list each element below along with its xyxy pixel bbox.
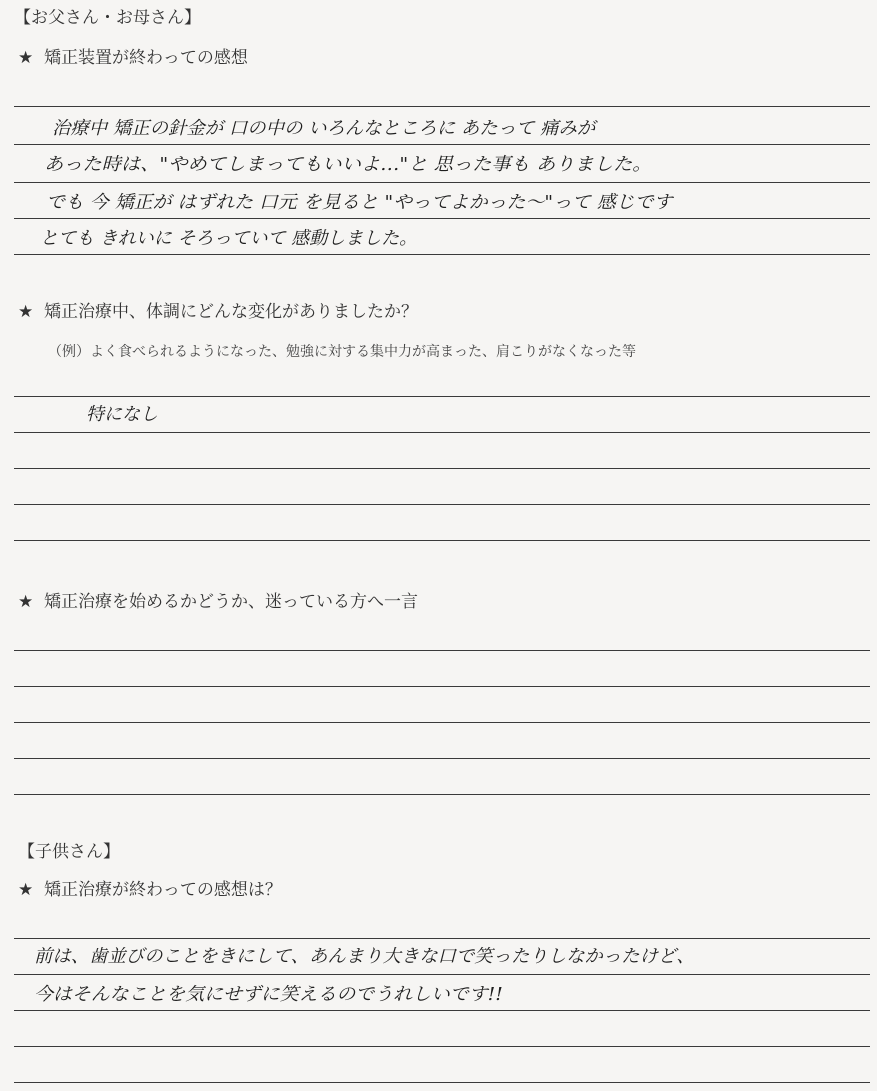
child-section-header: 【子供さん】 — [18, 842, 120, 862]
answer-rule — [14, 144, 870, 145]
answer-rule — [14, 938, 870, 939]
parents-section-header: 【お父さん・お母さん】 — [14, 8, 201, 28]
handwritten-answer-line: とても きれいに そろっていて 感動しました。 — [40, 228, 418, 249]
handwritten-answer-line: でも 今 矯正が はずれた 口元 を見ると "やってよかった〜"って 感じです — [46, 192, 673, 213]
question-2-example: （例）よく食べられるようになった、勉強に対する集中力が高まった、肩こりがなくなった等 — [48, 344, 636, 360]
answer-rule — [14, 182, 870, 183]
answer-rule — [14, 974, 870, 975]
question-3-text: 矯正治療を始めるかどうか、迷っている方へ一言 — [44, 592, 418, 612]
answer-rule — [14, 650, 870, 651]
question-2 — [18, 302, 418, 322]
answer-rule — [14, 504, 870, 505]
answer-rule — [14, 1046, 870, 1047]
star-icon: ★ — [18, 48, 34, 68]
question-2-text: 矯正治療中、体調にどんな変化がありましたか？ — [44, 302, 418, 322]
answer-rule — [14, 432, 870, 433]
star-icon: ★ — [18, 302, 34, 322]
star-icon: ★ — [18, 880, 34, 900]
handwritten-answer-line: 治療中 矯正の針金が 口の中の いろんなところに あたって 痛みが — [52, 118, 596, 139]
answer-rule — [14, 468, 870, 469]
question-4-text: 矯正治療が終わっての感想は？ — [44, 880, 282, 900]
handwritten-answer-line: あった時は、"やめてしまってもいいよ…"と 思った事も ありました。 — [44, 154, 652, 175]
question-1-text: 矯正装置が終わっての感想 — [44, 48, 248, 68]
answer-rule — [14, 1082, 870, 1083]
handwritten-answer-line: 今はそんなことを気にせずに笑えるのでうれしいです!! — [34, 984, 503, 1005]
answer-rule — [14, 106, 870, 107]
answer-rule — [14, 722, 870, 723]
handwritten-answer-line: 前は、歯並びのことをきにして、あんまり大きな口で笑ったりしなかったけど、 — [34, 946, 695, 967]
question-3 — [18, 592, 418, 612]
answer-rule — [14, 758, 870, 759]
answer-rule — [14, 254, 870, 255]
answer-rule — [14, 686, 870, 687]
handwritten-answer-line: 特になし — [86, 404, 158, 425]
answer-rule — [14, 218, 870, 219]
answer-rule — [14, 794, 870, 795]
question-4 — [18, 880, 282, 900]
answer-rule — [14, 1010, 870, 1011]
answer-rule — [14, 396, 870, 397]
question-1 — [18, 48, 248, 68]
answer-rule — [14, 540, 870, 541]
star-icon: ★ — [18, 592, 34, 612]
